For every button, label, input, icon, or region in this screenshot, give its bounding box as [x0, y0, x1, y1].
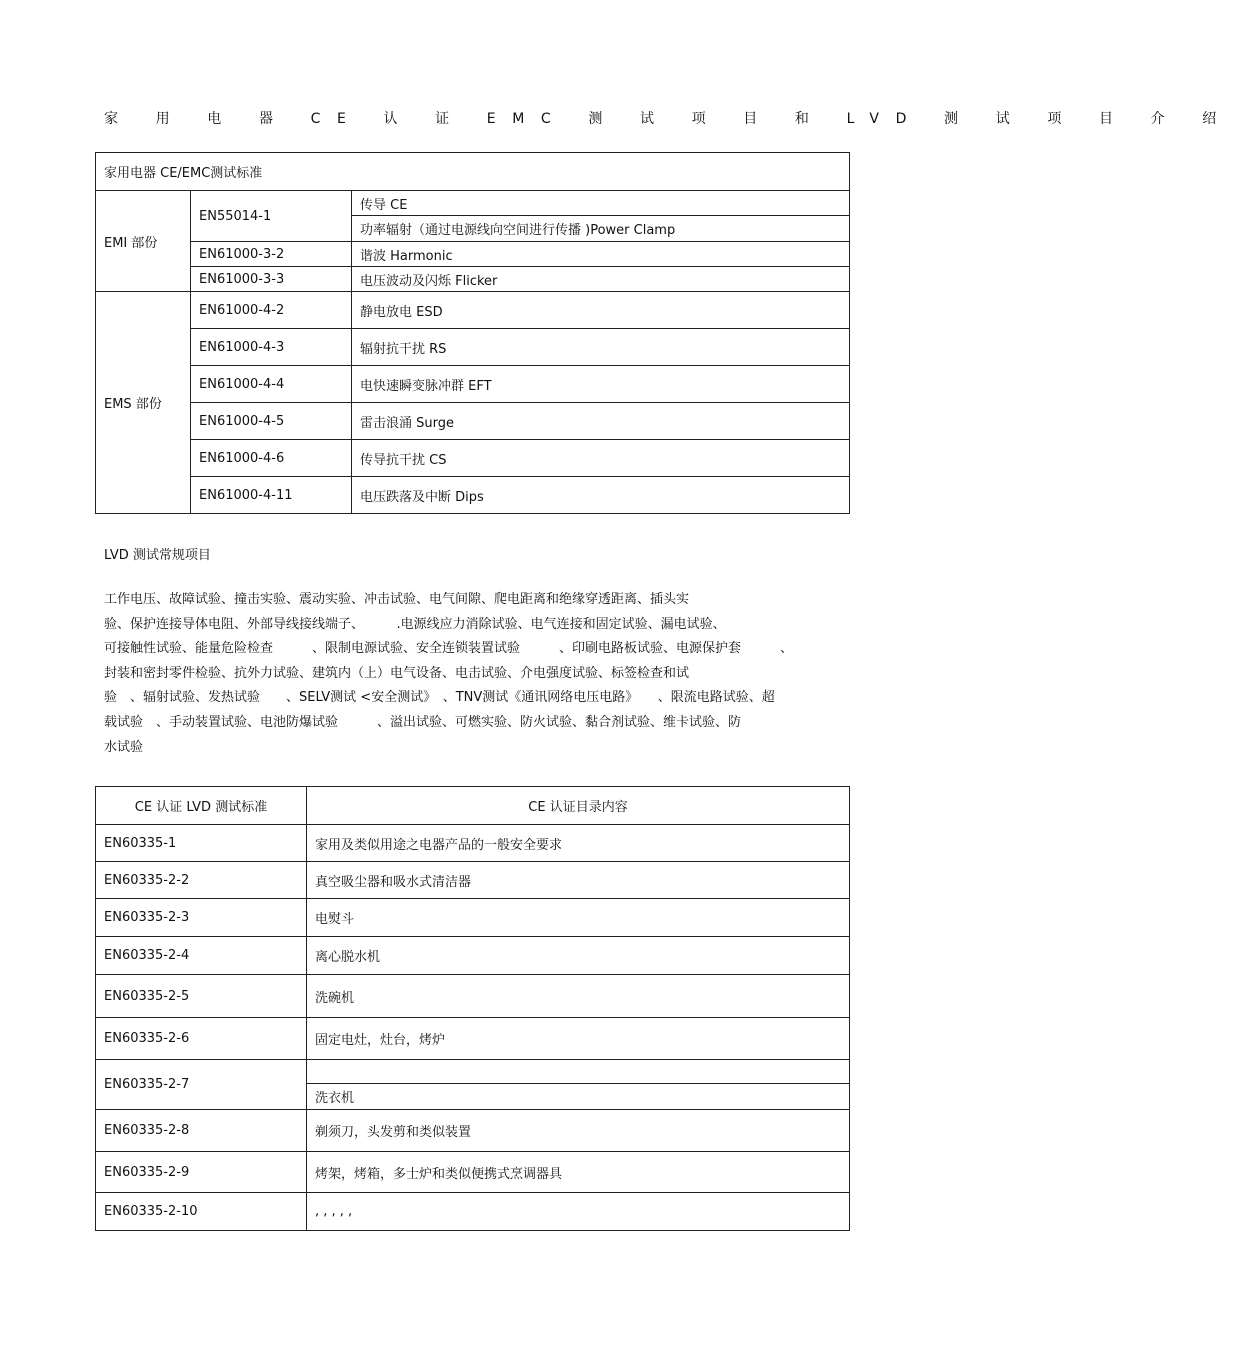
- standard-cell: EN60335-2-3: [96, 899, 307, 937]
- paragraph-line: 验、保护连接导体电阻、外部导线接线端子、 .电源线应力消除试验、电气连接和固定试验、漏电试验、: [104, 616, 726, 632]
- standard-cell: EN61000-4-6: [191, 440, 352, 477]
- table-row: [96, 862, 850, 899]
- ems-section-label: EMS 部份: [96, 292, 191, 514]
- standard-cell: EN55014-1: [191, 191, 352, 242]
- table-row: [96, 242, 850, 267]
- table-header-row: [96, 153, 850, 191]
- table-row: [96, 825, 850, 862]
- col-header-content: CE 认证目录内容: [307, 787, 850, 825]
- paragraph-line: 工作电压、故障试验、撞击实验、震动实验、冲击试验、电气间隙、爬电距离和绝缘穿透距离、插头实: [104, 592, 690, 607]
- table-row: [96, 1193, 850, 1231]
- table-row: [96, 191, 850, 216]
- test-item-cell: 静电放电 ESD: [352, 292, 850, 329]
- standard-cell: EN61000-4-5: [191, 403, 352, 440]
- standard-cell: EN60335-2-10: [96, 1193, 307, 1231]
- emc-standards-table: [95, 152, 850, 514]
- table-row: [96, 1060, 850, 1084]
- standard-cell: EN61000-4-2: [191, 292, 352, 329]
- table-row: [96, 329, 850, 366]
- col-header-standard: CE 认证 LVD 测试标准: [96, 787, 307, 825]
- lvd-items-paragraph: [104, 588, 839, 760]
- test-item-cell: 功率辐射（通过电源线向空间进行传播 )Power Clamp: [352, 216, 850, 242]
- lvd-section-heading: LVD 测试常规项目: [104, 548, 211, 563]
- table-row: [96, 1110, 850, 1152]
- content-cell-empty: [307, 1060, 850, 1084]
- content-cell: 固定电灶，灶台，烤炉: [307, 1018, 850, 1060]
- paragraph-line: 可接触性试验、能量危险检查 、限制电源试验、安全连锁装置试验 、印刷电路板试验、电源保护套 、: [104, 641, 794, 657]
- table-row: [96, 267, 850, 292]
- table-row: [96, 937, 850, 975]
- standard-cell: EN61000-3-2: [191, 242, 352, 267]
- standard-cell: EN61000-3-3: [191, 267, 352, 292]
- standard-cell: EN60335-2-6: [96, 1018, 307, 1060]
- table-row: [96, 292, 850, 329]
- standard-cell: EN60335-2-4: [96, 937, 307, 975]
- lvd-standards-table: [95, 786, 850, 1231]
- test-item-cell: 电压波动及闪烁 Flicker: [352, 267, 850, 292]
- paragraph-line: 载试验 、手动装置试验、电池防爆试验 、溢出试验、可燃实验、防火试验、黏合剂试验、维卡试验、防: [104, 714, 742, 730]
- table-row: [96, 899, 850, 937]
- table-row: [96, 403, 850, 440]
- content-cell: 洗衣机: [307, 1084, 850, 1110]
- table-row: [96, 440, 850, 477]
- emc-table-header: 家用电器 CE/EMC测试标准: [96, 153, 850, 191]
- content-cell: 家用及类似用途之电器产品的一般安全要求: [307, 825, 850, 862]
- content-cell: , , , , ,: [307, 1193, 850, 1231]
- content-cell: 烤架，烤箱，多士炉和类似便携式烹调器具: [307, 1152, 850, 1193]
- table-row: [96, 366, 850, 403]
- table-header-row: [96, 787, 850, 825]
- test-item-cell: 电压跌落及中断 Dips: [352, 477, 850, 514]
- table-row: [96, 1152, 850, 1193]
- emi-section-label: EMI 部份: [96, 191, 191, 292]
- standard-cell: EN60335-2-2: [96, 862, 307, 899]
- standard-cell: EN60335-2-7: [96, 1060, 307, 1110]
- table-row: [96, 1018, 850, 1060]
- standard-cell: EN60335-2-5: [96, 975, 307, 1018]
- standard-cell: EN60335-2-9: [96, 1152, 307, 1193]
- standard-cell: EN61000-4-3: [191, 329, 352, 366]
- paragraph-line: 验 、辐射试验、发热试验 、SELV测试 <安全测试》 、TNV测试《通讯网络电压电路》 、限流电路试验、超: [104, 690, 775, 706]
- test-item-cell: 传导 CE: [352, 191, 850, 216]
- standard-cell: EN60335-2-8: [96, 1110, 307, 1152]
- content-cell: 剃须刀，头发剪和类似装置: [307, 1110, 850, 1152]
- test-item-cell: 雷击浪涌 Surge: [352, 403, 850, 440]
- standard-cell: EN60335-1: [96, 825, 307, 862]
- content-cell: 真空吸尘器和吸水式清洁器: [307, 862, 850, 899]
- paragraph-line: 水试验: [104, 739, 144, 755]
- paragraph-line: 封装和密封零件检验、抗外力试验、建筑内（上）电气设备、电击试验、介电强度试验、标签检查和试: [104, 665, 690, 681]
- table-row: [96, 477, 850, 514]
- test-item-cell: 电快速瞬变脉冲群 EFT: [352, 366, 850, 403]
- page-title: 家 用 电 器 CE 认 证 EMC 测 试 项 目 和 LVD 测 试 项 目 介 绍: [104, 111, 1233, 127]
- standard-cell: EN61000-4-11: [191, 477, 352, 514]
- test-item-cell: 辐射抗干扰 RS: [352, 329, 850, 366]
- test-item-cell: 谐波 Harmonic: [352, 242, 850, 267]
- content-cell: 电熨斗: [307, 899, 850, 937]
- content-cell: 洗碗机: [307, 975, 850, 1018]
- test-item-cell: 传导抗干扰 CS: [352, 440, 850, 477]
- standard-cell: EN61000-4-4: [191, 366, 352, 403]
- table-row: [96, 975, 850, 1018]
- content-cell: 离心脱水机: [307, 937, 850, 975]
